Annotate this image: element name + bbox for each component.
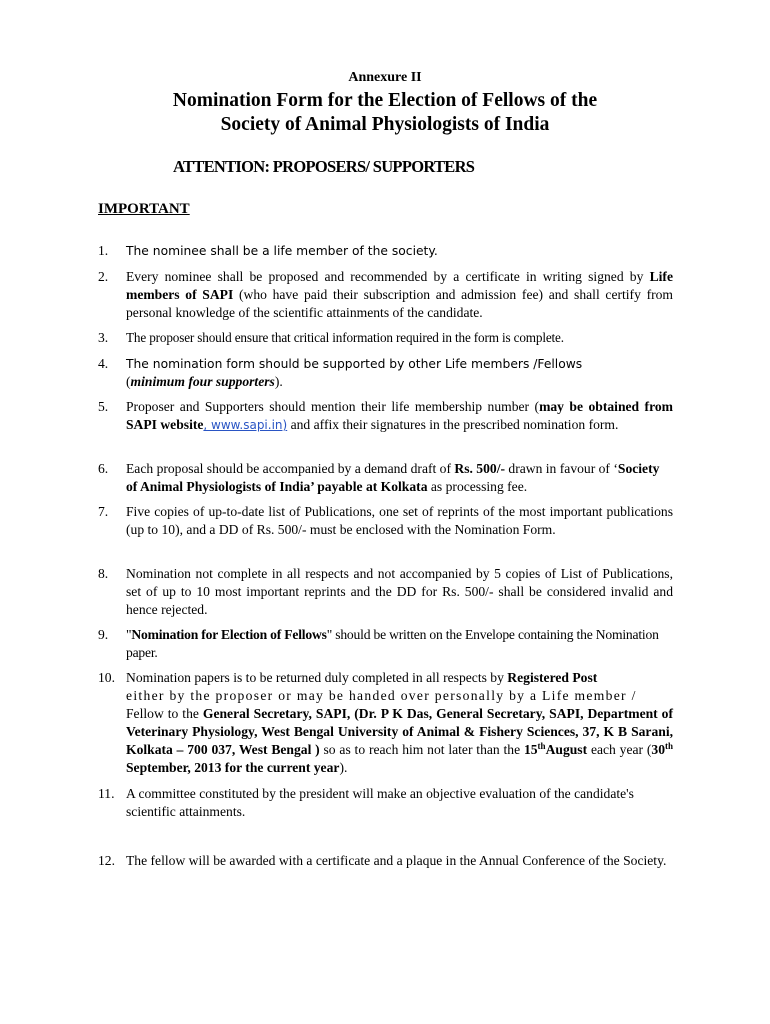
list-item (98, 355, 673, 391)
item-number: 8. (98, 566, 109, 581)
bold-run: may be obtained from SAPI website (126, 399, 673, 432)
text-run: Fellow to the (126, 706, 203, 721)
item-text: The fellow will be awarded with a certificate and a plaque in the Annual Conference of the Society. (126, 853, 667, 868)
list-item (98, 242, 673, 260)
text-run: " (126, 627, 132, 642)
item-text (126, 398, 673, 434)
text-run: so as to reach him not later than the (319, 742, 524, 757)
item-number: 9. (98, 627, 109, 642)
item-text (126, 355, 673, 391)
text-run: " should be written on the Envelope containing the Nomination paper. (126, 627, 659, 660)
bold-run: Registered Post (507, 670, 598, 685)
list-item (98, 329, 673, 347)
list-item (98, 503, 673, 539)
bold-run: Rs. 500/- (454, 461, 506, 476)
list-item (98, 852, 673, 870)
item-number: 11. (98, 786, 115, 801)
text-run: The nomination form should be supported by other Life members /Fellows (126, 357, 583, 371)
item-text (126, 268, 673, 322)
title-line-1: Nomination Form for the Election of Fellows of the (172, 90, 598, 111)
important-heading: IMPORTANT (98, 201, 190, 217)
item-number: 5. (98, 399, 109, 414)
text-run: either by the proposer or may be handed over personally by a Life member / (126, 688, 637, 703)
item-text (126, 460, 673, 496)
text-run: ). (274, 374, 283, 389)
list-item (98, 565, 673, 619)
list-item (98, 785, 673, 821)
bold-run: September, 2013 for the current year (126, 760, 340, 775)
list-item (98, 268, 673, 322)
list-item (98, 669, 673, 777)
text-run: (who have paid their subscription and admission fee) and shall certify from personal knowledge of the scientific attainments of the candidate. (126, 287, 673, 320)
item-number: 6. (98, 461, 109, 476)
list-item (98, 460, 673, 496)
bold-run: Society of Animal Physiologists of India’ payable at Kolkata (126, 461, 660, 494)
bold-run: General Secretary, SAPI, (Dr. P K Das, General Secretary, SAPI, Department of Veterinary Physiology, West Bengal University of Animal & Fishery Sciences, 37, K B Sarani, Kolkata – 700 037, West Bengal ) (126, 706, 674, 757)
text-run: each year ( (587, 742, 652, 757)
superscript: th (537, 741, 546, 751)
item-number: 4. (98, 356, 109, 371)
text-run: ). (339, 760, 348, 775)
bold-run: Nomination for Election of Fellows (131, 627, 327, 642)
text-run: Nomination papers is to be returned duly completed in all respects by (126, 670, 508, 685)
attention-heading: ATTENTION: PROPOSERS/ SUPPORTERS (173, 157, 475, 176)
bold-run: 30 (651, 742, 665, 757)
text-run: ( (126, 374, 131, 389)
item-number: 10. (98, 670, 115, 685)
item-text: A committee constituted by the president will make an objective evaluation of the candidate's scientific attainments. (126, 786, 634, 819)
bold-run: Life members of SAPI (126, 269, 673, 302)
bold-italic-run: minimum four supporters (130, 374, 275, 389)
text-run: Proposer and Supporters should mention their life membership number ( (126, 399, 540, 414)
title-line-2: Society of Animal Physiologists of India (220, 114, 550, 135)
page-title (0, 89, 770, 137)
text-run: Every nominee shall be proposed and recommended by a certificate in writing signed by (126, 269, 650, 284)
list-item (98, 398, 673, 434)
item-text: The proposer should ensure that critical information required in the form is complete. (126, 330, 564, 345)
item-number: 3. (98, 330, 109, 345)
text-run: drawn in favour of ‘ (505, 461, 618, 476)
item-number: 2. (98, 269, 109, 284)
bold-run: 15 (523, 742, 538, 757)
item-text: Nomination not complete in all respects and not accompanied by 5 copies of List of Publications, set of up to 10 most important reprints and the DD for Rs. 500/- shall be considered invalid and hence rejected. (126, 566, 673, 617)
text-run: and affix their signatures in the prescribed nomination form. (287, 417, 619, 432)
item-text (126, 626, 673, 662)
bold-run: August (545, 742, 588, 757)
list-item (98, 626, 673, 662)
annexure-label: Annexure II (348, 70, 422, 85)
website-link[interactable]: , www.sapi.in) (203, 418, 288, 432)
item-number: 7. (98, 504, 109, 519)
item-text (126, 669, 673, 777)
item-text: The nominee shall be a life member of the society. (126, 244, 438, 258)
item-number: 1. (98, 243, 109, 258)
text-run: as processing fee. (427, 479, 528, 494)
item-number: 12. (98, 853, 115, 868)
text-run: Each proposal should be accompanied by a demand draft of (126, 461, 455, 476)
item-text: Five copies of up-to-date list of Publications, one set of reprints of the most important publications (up to 10), and a DD of Rs. 500/- must be enclosed with the Nomination Form. (126, 504, 673, 537)
superscript: th (664, 741, 673, 751)
